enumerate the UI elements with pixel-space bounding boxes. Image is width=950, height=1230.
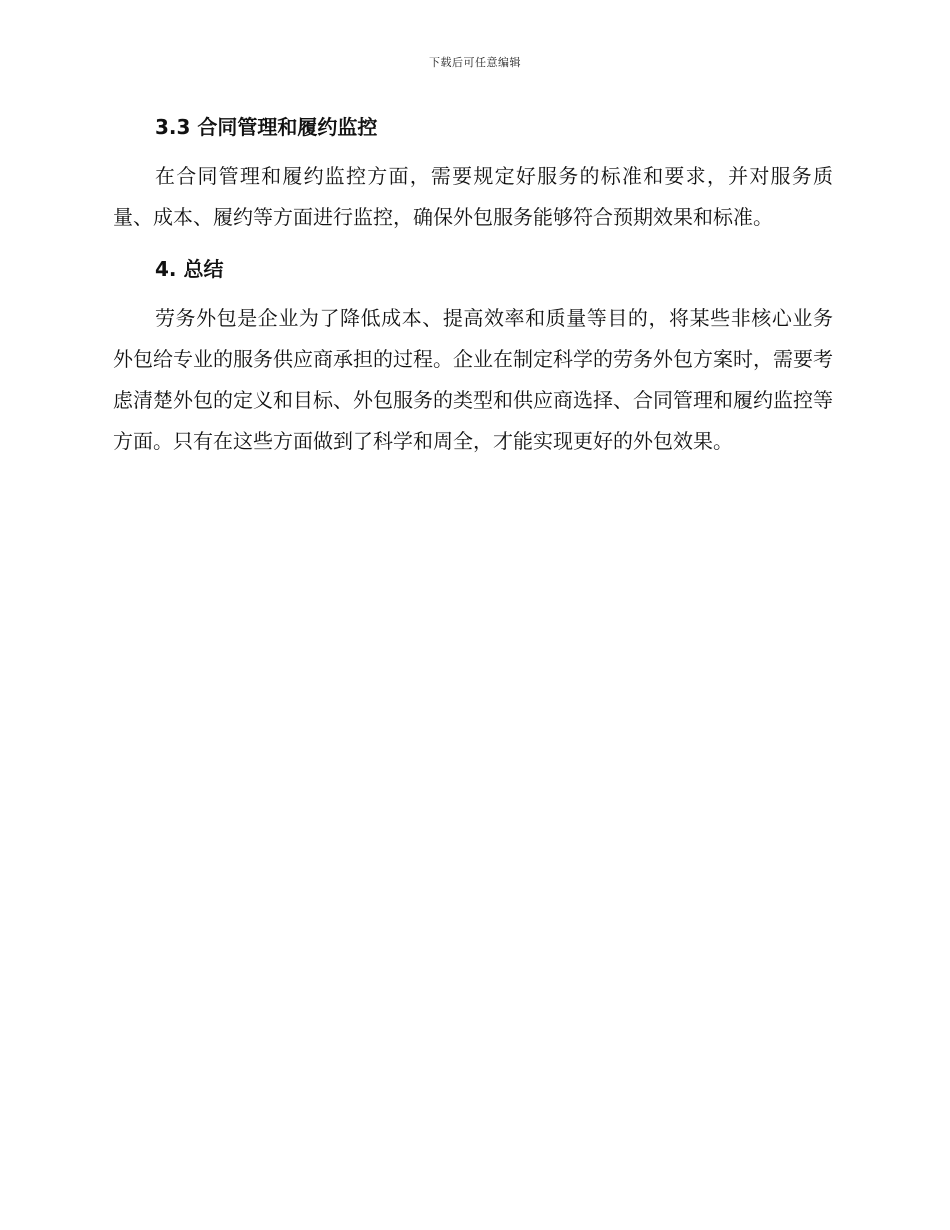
section-summary xyxy=(113,252,833,462)
section-contract-management xyxy=(113,110,833,238)
section-paragraph: 在合同管理和履约监控方面，需要规定好服务的标准和要求，并对服务质量、成本、履约等方面进行监控，确保外包服务能够符合预期效果和标准。 xyxy=(113,164,833,229)
section-heading: 3.3 合同管理和履约监控 xyxy=(155,115,378,139)
running-header: 下载后可任意编辑 xyxy=(429,56,521,69)
section-paragraph: 劳务外包是企业为了降低成本、提高效率和质量等目的，将某些非核心业务外包给专业的服务供应商承担的过程。企业在制定科学的劳务外包方案时，需要考虑清楚外包的定义和目标、外包服务的类型和供应商选择、合同管理和履约监控等方面。只有在这些方面做到了科学和周全，才能实现更好的外包效果。 xyxy=(113,306,833,453)
section-heading: 4. 总结 xyxy=(155,257,224,281)
document-body xyxy=(113,110,833,462)
